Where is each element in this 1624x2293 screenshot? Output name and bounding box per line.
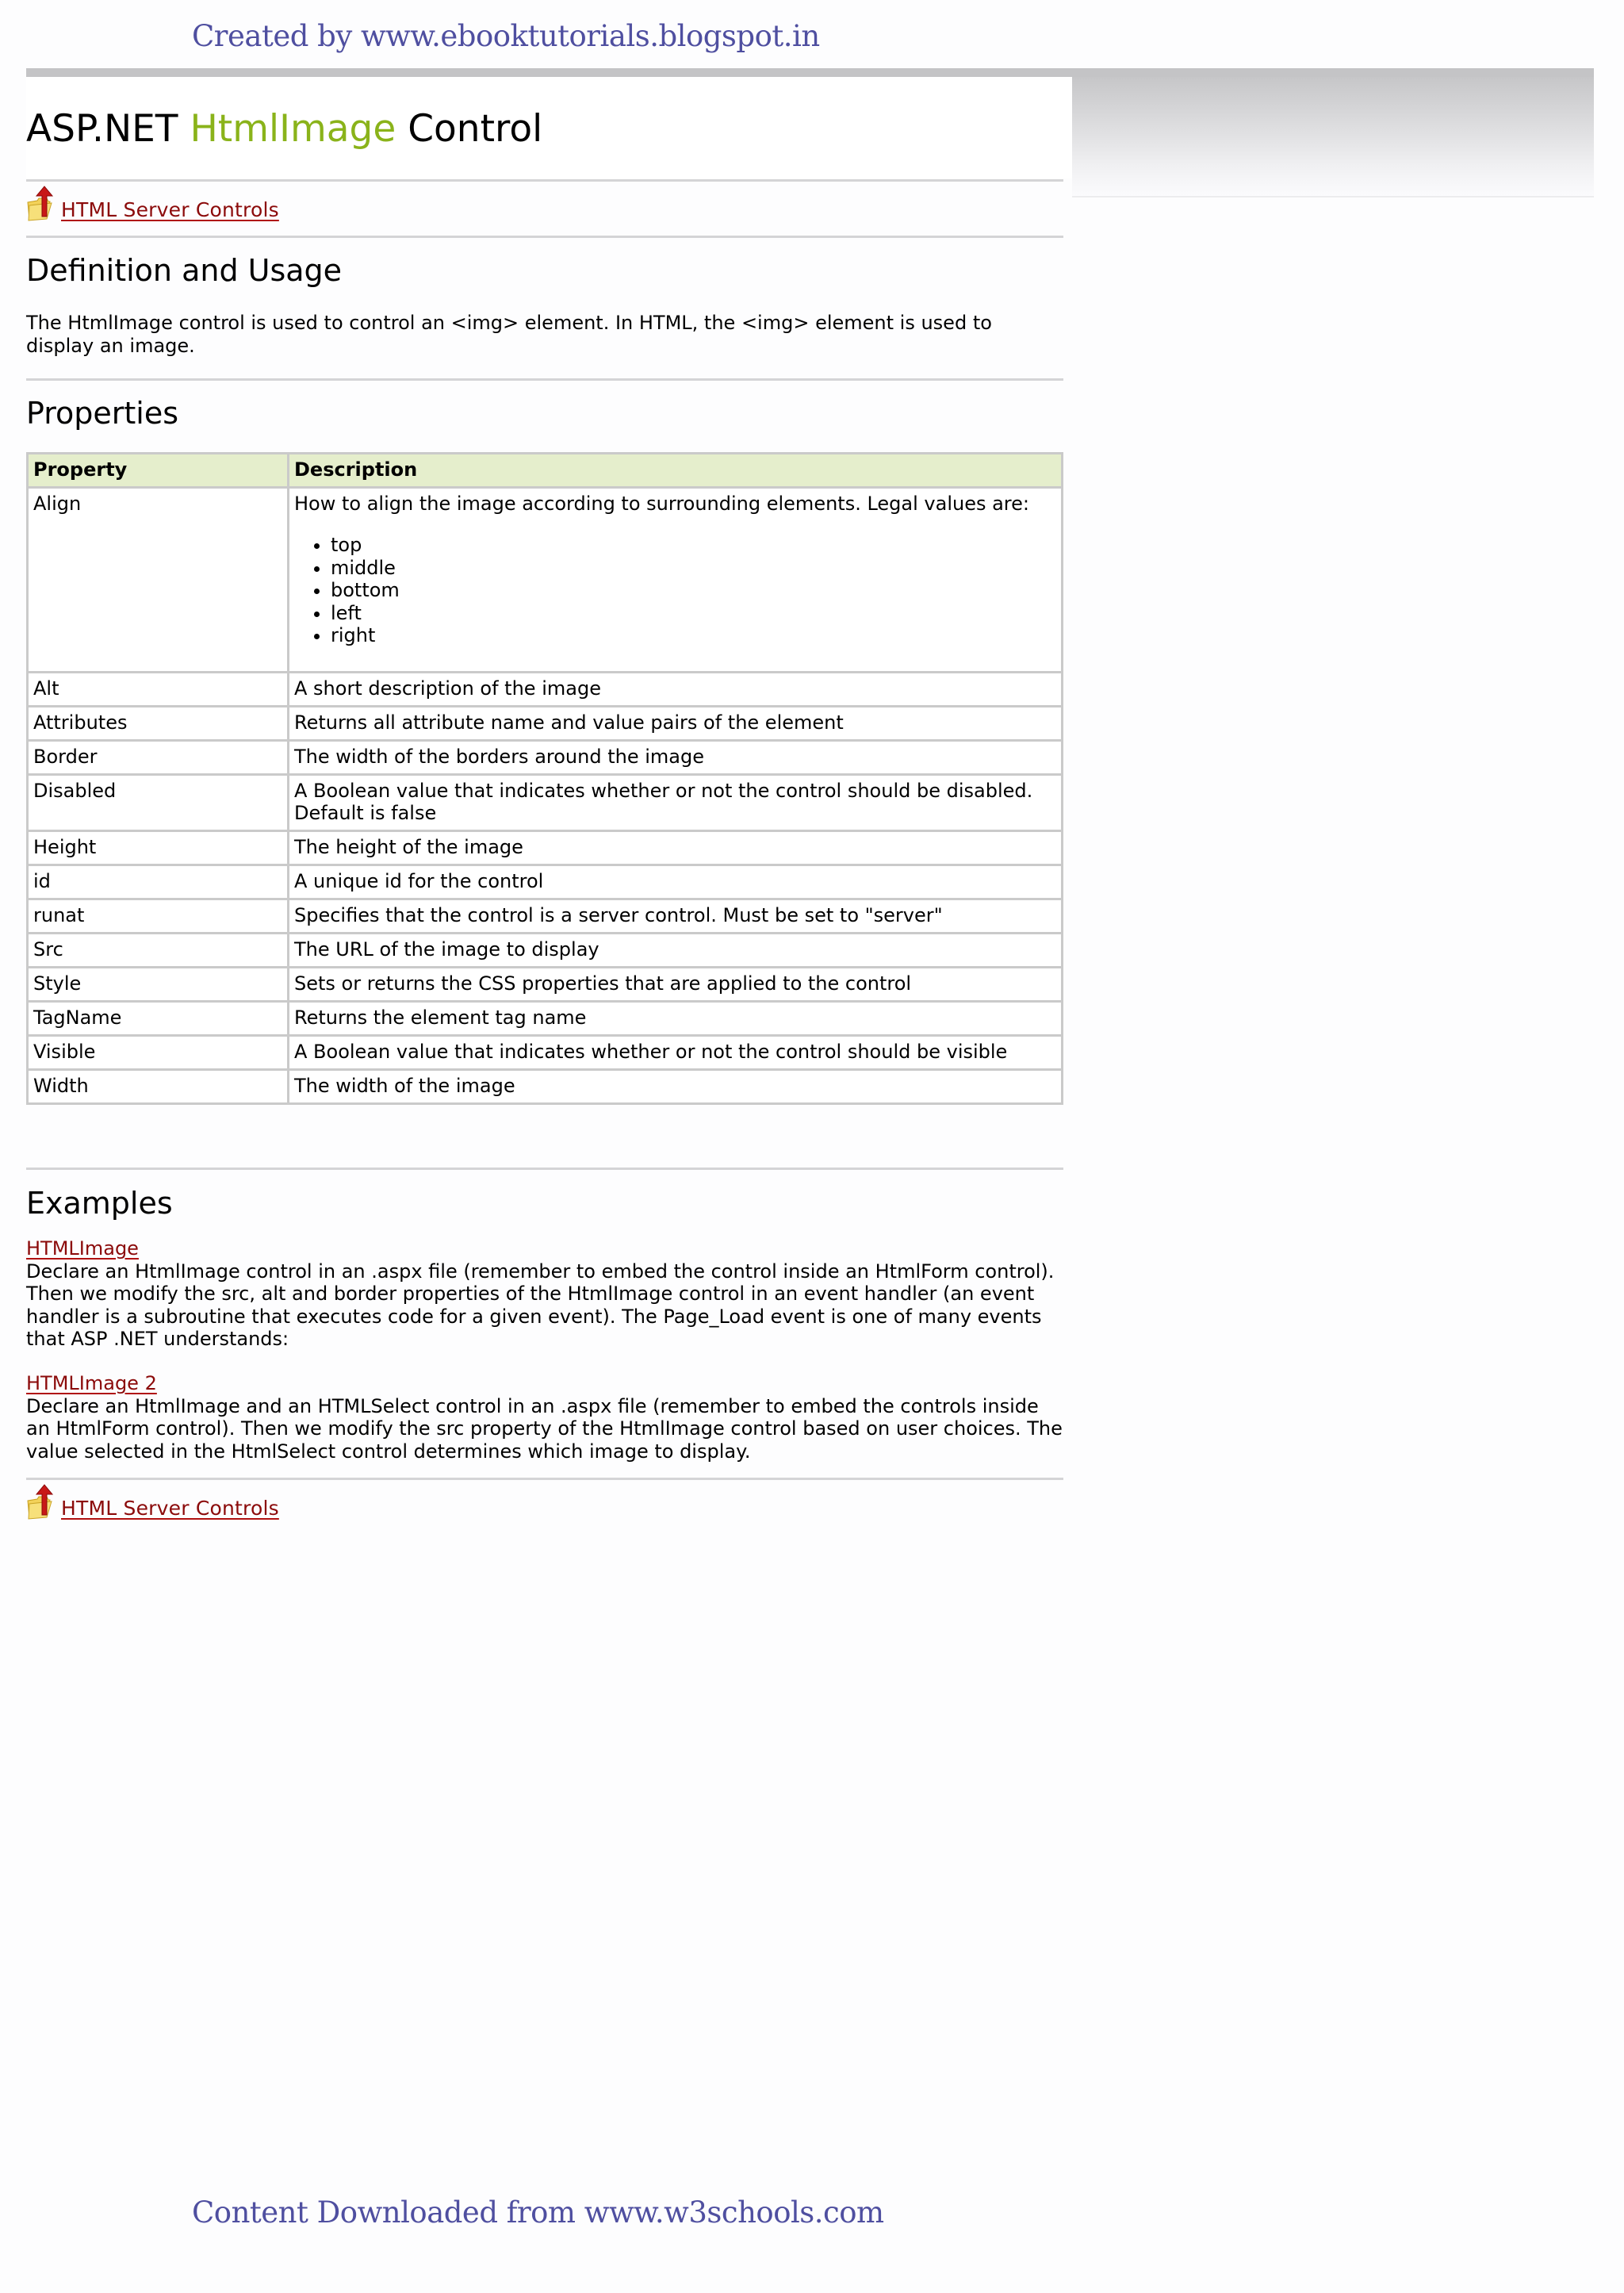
nav-link-label: HTML Server Controls (61, 1497, 279, 1520)
divider (26, 179, 1063, 182)
property-name: Attributes (28, 706, 289, 740)
property-name: Style (28, 967, 289, 1001)
table-row (28, 706, 1063, 740)
definition-text: The HtmlImage control is used to control an <img> element. In HTML, the <img> element is used to display an image. (26, 312, 992, 357)
example-link-htmlimage-2[interactable]: HTMLImage 2 (26, 1372, 157, 1394)
list-item: • bottom (331, 579, 1056, 602)
title-prefix: ASP.NET (26, 107, 178, 151)
list-item: • middle (331, 557, 1056, 580)
property-name: Width (28, 1069, 289, 1103)
property-description: Returns all attribute name and value pairs of the element (289, 706, 1063, 740)
table-row (28, 967, 1063, 1001)
property-description (289, 487, 1063, 672)
property-name: Visible (28, 1035, 289, 1069)
list-item: • left (331, 602, 1056, 625)
folder-up-icon (26, 185, 58, 221)
section-heading-examples: Examples (26, 1186, 173, 1221)
example-item (26, 1372, 1063, 1463)
divider (26, 1478, 1063, 1480)
property-description: Returns the element tag name (289, 1001, 1063, 1035)
table-row (28, 672, 1063, 706)
property-name: id (28, 865, 289, 899)
properties-table (26, 452, 1063, 1105)
align-values-list (294, 534, 1056, 647)
header-bar (26, 68, 1594, 77)
property-description: Specifies that the control is a server control. Must be set to "server" (289, 899, 1063, 933)
property-name: Align (28, 487, 289, 672)
example-description: Declare an HtmlImage and an HTMLSelect control in an .aspx file (remember to embed the controls inside an HtmlForm control). Then we modify the src property of the HtmlImage control based on user choices. The value selected in the HtmlSelect control determines which image to display. (26, 1394, 1063, 1463)
nav-link-bottom-html-server-controls[interactable] (26, 1483, 279, 1520)
divider (26, 236, 1063, 238)
side-gradient-panel (1072, 77, 1594, 197)
table-row (28, 933, 1063, 967)
table-row (28, 830, 1063, 865)
property-description: Sets or returns the CSS properties that are applied to the control (289, 967, 1063, 1001)
property-description: A Boolean value that indicates whether or not the control should be visible (289, 1035, 1063, 1069)
table-row (28, 899, 1063, 933)
section-heading-definition: Definition and Usage (26, 253, 343, 288)
table-row-align (28, 487, 1063, 672)
property-name: runat (28, 899, 289, 933)
table-row (28, 1069, 1063, 1103)
property-description: A unique id for the control (289, 865, 1063, 899)
align-description-text: How to align the image according to surrounding elements. Legal values are: (294, 492, 1029, 515)
table-row (28, 1035, 1063, 1069)
table-row (28, 774, 1063, 830)
title-suffix: Control (408, 107, 543, 151)
property-description: The width of the borders around the image (289, 740, 1063, 774)
nav-link-label: HTML Server Controls (61, 198, 279, 221)
column-header-description: Description (289, 454, 1063, 488)
example-link-htmlimage[interactable]: HTMLImage (26, 1237, 139, 1260)
folder-up-icon (26, 1483, 58, 1520)
property-name: Height (28, 830, 289, 865)
watermark-top: Created by www.ebooktutorials.blogspot.in (192, 19, 820, 53)
title-accent: HtmlImage (190, 107, 396, 151)
property-description: A short description of the image (289, 672, 1063, 706)
nav-link-top-html-server-controls[interactable] (26, 185, 279, 221)
section-heading-properties: Properties (26, 396, 179, 431)
table-row (28, 865, 1063, 899)
page-title (26, 107, 542, 151)
watermark-bottom: Content Downloaded from www.w3schools.com (192, 2195, 884, 2230)
column-header-property: Property (28, 454, 289, 488)
property-name: Src (28, 933, 289, 967)
property-description: The height of the image (289, 830, 1063, 865)
property-description: The URL of the image to display (289, 933, 1063, 967)
list-item: • top (331, 534, 1056, 557)
example-item (26, 1237, 1063, 1351)
property-name: Alt (28, 672, 289, 706)
property-description: A Boolean value that indicates whether or not the control should be disabled. Default is false (289, 774, 1063, 830)
divider (26, 378, 1063, 381)
table-row (28, 1001, 1063, 1035)
property-description: The width of the image (289, 1069, 1063, 1103)
property-name: Border (28, 740, 289, 774)
property-name: Disabled (28, 774, 289, 830)
list-item: • right (331, 624, 1056, 647)
divider (26, 1168, 1063, 1170)
property-name: TagName (28, 1001, 289, 1035)
example-description: Declare an HtmlImage control in an .aspx file (remember to embed the control inside an HtmlForm control). Then we modify the src, alt and border properties of the HtmlImage control in an event handler (an event handler is a subroutine that executes code for a given event). The Page_Load event is one of many events that ASP .NET understands: (26, 1260, 1055, 1350)
table-row (28, 740, 1063, 774)
